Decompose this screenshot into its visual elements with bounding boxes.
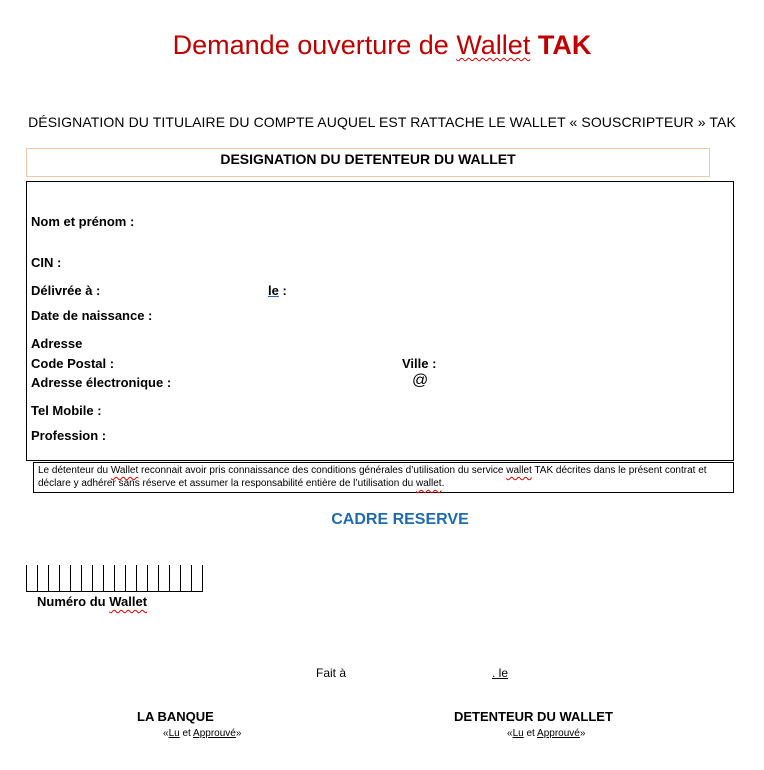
field-delivree-label: Délivrée à : [31, 283, 101, 298]
page-title: Demande ouverture de Wallet TAK [172, 30, 592, 60]
wallet-number-cell[interactable] [48, 565, 59, 592]
title-brand: TAK [537, 30, 592, 60]
bank-lu-approuve: «Lu et Approuvé» [163, 728, 242, 739]
wallet-number-cell[interactable] [180, 565, 191, 592]
section-header: DESIGNATION DU DETENTEUR DU WALLET [26, 148, 710, 177]
wallet-number-cell[interactable] [59, 565, 70, 592]
wallet-number-cell[interactable] [147, 565, 158, 592]
wallet-number-cell[interactable] [191, 565, 203, 592]
holder-signature-label: DETENTEUR DU WALLET [454, 709, 613, 724]
at-symbol: @ [412, 372, 429, 389]
fait-le-label: . le [492, 666, 509, 680]
wallet-number-cell[interactable] [125, 565, 136, 592]
fait-a-label: Fait à [316, 666, 347, 680]
bank-signature-label: LA BANQUE [137, 709, 214, 724]
cadre-reserve-heading: CADRE RESERVE [331, 511, 469, 528]
wallet-number-cell[interactable] [37, 565, 48, 592]
field-naissance-label: Date de naissance : [31, 308, 153, 323]
field-profession-label: Profession : [31, 428, 107, 443]
field-code-postal-label: Code Postal : [31, 356, 115, 371]
wallet-number-label: Numéro du Wallet [37, 594, 148, 609]
field-nom-label: Nom et prénom : [31, 214, 135, 229]
title-wallet-word: Wallet [456, 30, 531, 60]
wallet-number-cell[interactable] [103, 565, 114, 592]
holder-lu-approuve: «Lu et Approuvé» [507, 728, 586, 739]
subtitle: DÉSIGNATION DU TITULAIRE DU COMPTE AUQUEL EST RATTACHE LE WALLET « SOUSCRIPTEUR » TAK [28, 114, 736, 130]
wallet-number-cell[interactable] [169, 565, 180, 592]
field-le-label: le : [268, 283, 287, 298]
wallet-number-cell[interactable] [114, 565, 125, 592]
wallet-number-cell[interactable] [26, 565, 37, 592]
field-cin-label: CIN : [31, 255, 62, 270]
wallet-number-cell[interactable] [136, 565, 147, 592]
wallet-number-cell[interactable] [158, 565, 169, 592]
wallet-number-cell[interactable] [81, 565, 92, 592]
field-ville-label: Ville : [402, 356, 437, 371]
disclaimer-text: Le détenteur du Wallet reconnait avoir pris connaissance des conditions générales d’utilisation du service wallet TAK décrites dans le présent contrat et déclare y adhérer sans réserve et assumer la responsabilité entière de l’utilisation du wallet. [33, 462, 734, 493]
field-tel-label: Tel Mobile : [31, 403, 102, 418]
field-email-label: Adresse électronique : [31, 375, 172, 390]
wallet-number-cell[interactable] [92, 565, 103, 592]
field-adresse-label: Adresse [31, 336, 83, 351]
wallet-number-cell[interactable] [70, 565, 81, 592]
wallet-number-cells [26, 565, 203, 591]
